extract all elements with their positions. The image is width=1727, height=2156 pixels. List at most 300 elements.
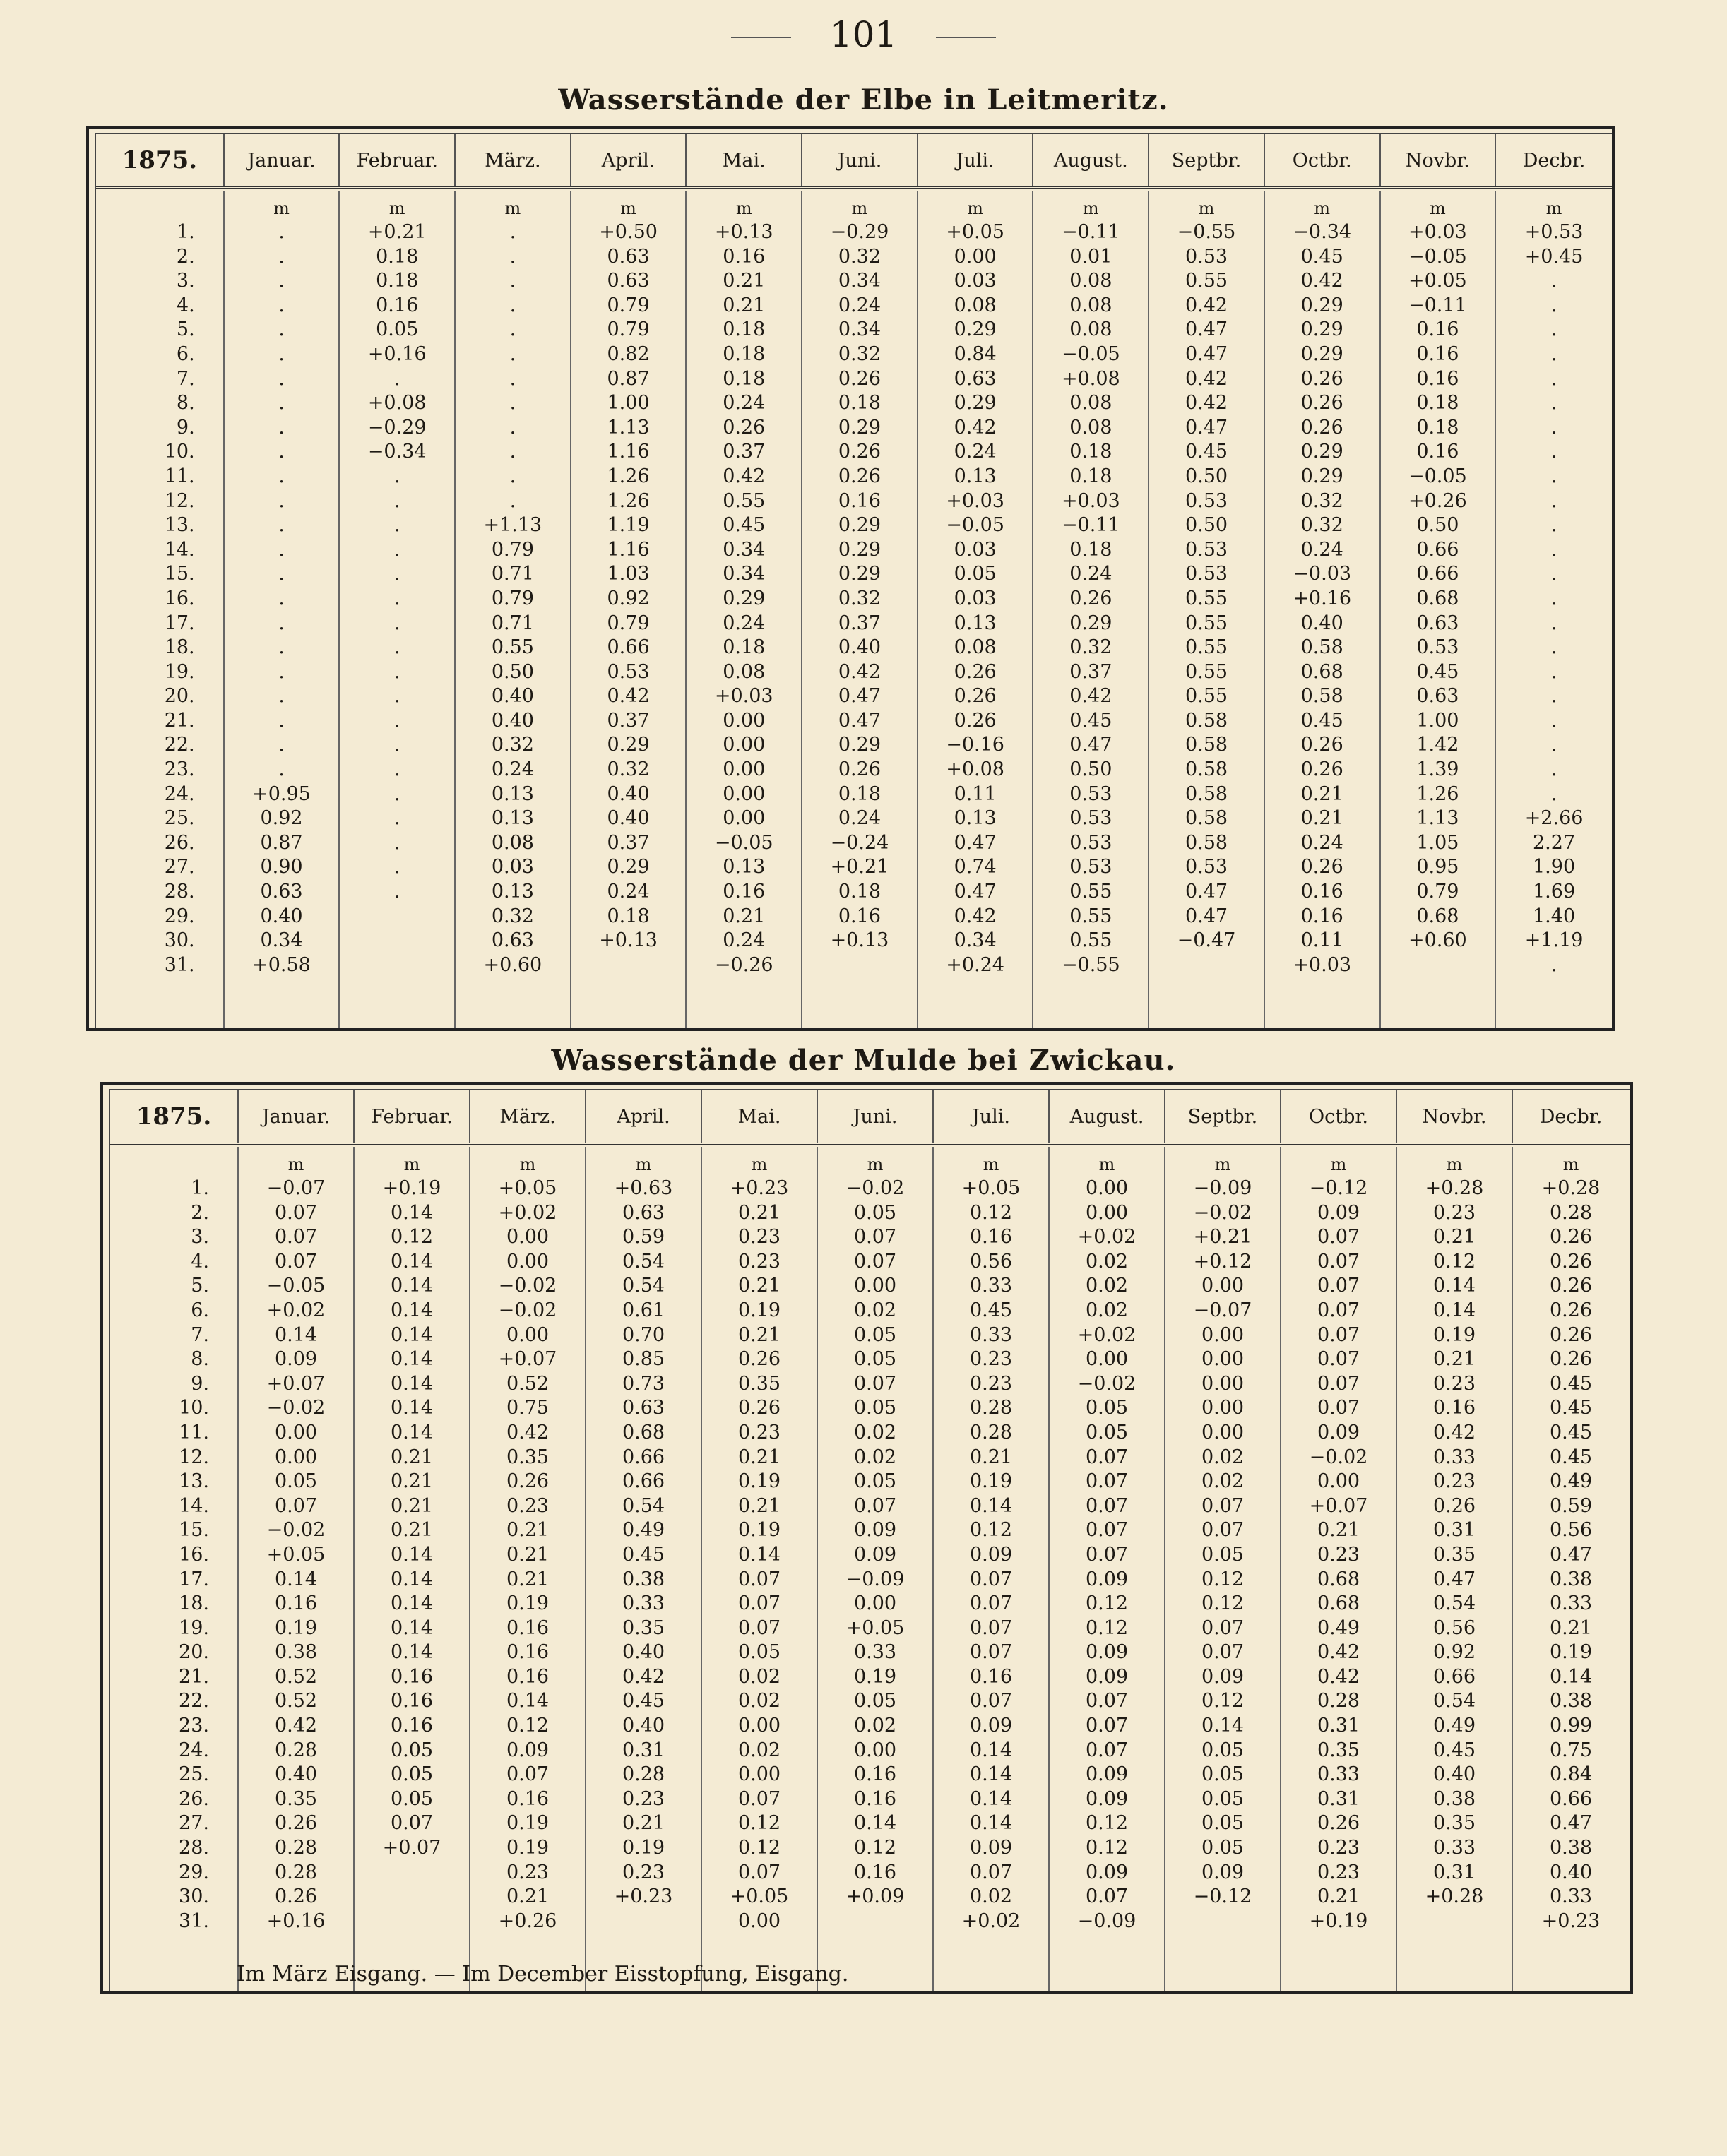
water-level-cell: . xyxy=(1550,270,1557,292)
water-level-cell: . xyxy=(1550,758,1557,781)
water-level-cell: 0.28 xyxy=(274,1739,318,1761)
water-level-cell: 0.40 xyxy=(838,636,881,659)
water-level-cell: . xyxy=(1550,343,1557,365)
water-level-cell: 0.05 xyxy=(853,1348,897,1371)
water-level-cell: 0.28 xyxy=(622,1763,665,1786)
water-level-cell: 0.32 xyxy=(491,734,534,756)
water-level-cell: 0.02 xyxy=(853,1715,897,1737)
water-level-cell: 0.49 xyxy=(1317,1616,1360,1639)
water-level-cell: 0.29 xyxy=(838,514,881,537)
water-level-cell: 0.18 xyxy=(1416,416,1459,439)
year-header: 1875. xyxy=(96,134,225,186)
water-level-cell: 0.47 xyxy=(1185,881,1228,903)
water-level-cell: 0.85 xyxy=(622,1348,665,1371)
water-level-cell: 0.07 xyxy=(1085,1715,1129,1737)
water-level-cell: 0.92 xyxy=(1432,1641,1476,1664)
water-level-cell: 0.33 xyxy=(969,1275,1013,1297)
water-level-cell xyxy=(355,1910,469,1934)
water-level-cell: 0.74 xyxy=(954,856,997,879)
water-level-cell: . xyxy=(1550,587,1557,609)
water-level-cell: 0.35 xyxy=(506,1446,550,1468)
water-level-cell: 0.32 xyxy=(838,343,881,365)
water-level-cell: 0.58 xyxy=(1300,636,1343,659)
water-level-cell: 0.19 xyxy=(506,1592,550,1615)
water-level-cell: 0.16 xyxy=(853,1861,897,1883)
table-header-row xyxy=(96,134,1612,189)
water-level-cell: 0.14 xyxy=(390,1275,434,1297)
month-column xyxy=(918,191,1034,1028)
water-level-cell: 0.12 xyxy=(1085,1616,1129,1639)
water-level-cell: 0.26 xyxy=(723,416,766,439)
water-level-cell: 0.24 xyxy=(723,929,766,952)
water-level-cell: 0.07 xyxy=(1085,1543,1129,1566)
water-level-cell: 2.27 xyxy=(1533,831,1576,854)
water-level-cell: +0.02 xyxy=(1077,1323,1137,1346)
water-level-cell: 0.34 xyxy=(723,563,766,585)
water-level-cell: 0.09 xyxy=(1317,1421,1360,1443)
water-level-cell: 0.14 xyxy=(274,1323,318,1346)
water-level-cell: 0.00 xyxy=(737,1910,781,1932)
water-level-cell: 0.23 xyxy=(1317,1543,1360,1566)
water-level-cell: 0.84 xyxy=(954,343,997,365)
water-level-cell: . xyxy=(278,660,285,683)
water-level-cell: 0.42 xyxy=(954,905,997,927)
water-level-cell: 0.79 xyxy=(607,294,650,316)
water-level-cell: 0.12 xyxy=(1201,1592,1245,1615)
water-level-cell: 1.00 xyxy=(1416,709,1459,732)
water-level-cell: 0.37 xyxy=(838,612,881,634)
unit-label: m xyxy=(519,1155,536,1174)
month-header: Januar. xyxy=(239,1090,355,1143)
month-header: Septbr. xyxy=(1149,134,1265,186)
water-level-cell: 0.45 xyxy=(1549,1421,1593,1443)
water-level-cell: 0.07 xyxy=(1317,1323,1360,1346)
water-level-cell: +0.07 xyxy=(498,1348,557,1371)
month-column xyxy=(340,191,456,1028)
month-header: März. xyxy=(470,1090,586,1143)
water-level-cell: −0.02 xyxy=(498,1299,557,1321)
water-level-cell: 0.58 xyxy=(1185,709,1228,732)
water-level-cell: 0.18 xyxy=(1069,465,1112,487)
water-level-cell: 0.09 xyxy=(1085,1763,1129,1786)
water-level-cell: 0.14 xyxy=(390,1592,434,1615)
water-level-cell: 0.66 xyxy=(1549,1787,1593,1810)
water-level-cell: 0.07 xyxy=(506,1763,550,1786)
day-label: 29. xyxy=(179,1861,209,1883)
water-level-cell: 0.40 xyxy=(274,1763,318,1786)
water-level-cell: 0.26 xyxy=(1549,1226,1593,1249)
water-level-cell: −0.34 xyxy=(1293,221,1352,243)
day-label: 15. xyxy=(179,1519,209,1542)
water-level-cell: 0.40 xyxy=(607,782,650,805)
water-level-cell: −0.02 xyxy=(845,1177,905,1199)
water-level-cell: 0.07 xyxy=(969,1592,1013,1615)
water-level-cell: . xyxy=(393,587,400,609)
water-level-cell: 0.55 xyxy=(1185,660,1228,683)
water-level-cell: . xyxy=(1550,416,1557,439)
water-level-cell: 1.39 xyxy=(1416,758,1459,781)
page-header xyxy=(0,10,1727,59)
water-level-cell: 0.53 xyxy=(1069,782,1112,805)
water-level-cell: 0.38 xyxy=(1549,1568,1593,1590)
month-header: August. xyxy=(1050,1090,1165,1143)
month-header: Octbr. xyxy=(1265,134,1381,186)
water-level-cell: 0.16 xyxy=(376,294,419,316)
water-level-cell: 0.14 xyxy=(390,1201,434,1224)
water-level-cell: 0.66 xyxy=(607,636,650,659)
water-level-cell xyxy=(340,905,454,929)
water-level-cell: 0.45 xyxy=(969,1299,1013,1321)
water-level-cell: −0.02 xyxy=(266,1397,326,1419)
water-level-cell: . xyxy=(278,685,285,708)
day-label: 12. xyxy=(179,1446,209,1468)
water-level-cell: 0.02 xyxy=(1201,1470,1245,1493)
water-level-cell: 0.16 xyxy=(390,1690,434,1713)
unit-label: m xyxy=(1446,1155,1463,1174)
water-level-cell: 0.45 xyxy=(1300,245,1343,268)
water-level-cell xyxy=(818,1910,932,1934)
water-level-cell: 0.26 xyxy=(1300,392,1343,415)
table-mulde xyxy=(100,1082,1633,1994)
water-level-cell: 0.08 xyxy=(1069,392,1112,415)
water-level-cell: 0.12 xyxy=(969,1519,1013,1542)
month-column xyxy=(225,191,340,1028)
water-level-cell: . xyxy=(1550,953,1557,976)
water-level-cell: 1.26 xyxy=(607,465,650,487)
water-level-cell: . xyxy=(509,392,516,415)
water-level-cell: 0.31 xyxy=(1432,1519,1476,1542)
water-level-cell: 0.29 xyxy=(723,587,766,609)
water-level-cell: +0.28 xyxy=(1425,1886,1484,1908)
water-level-cell: 0.58 xyxy=(1185,807,1228,830)
water-level-cell: 0.63 xyxy=(1416,685,1459,708)
water-level-cell: 0.40 xyxy=(491,685,534,708)
water-level-cell: . xyxy=(278,294,285,316)
water-level-cell: 0.02 xyxy=(1085,1250,1129,1273)
water-level-cell: 0.26 xyxy=(274,1886,318,1908)
month-header: Decbr. xyxy=(1522,149,1586,172)
water-level-cell: 0.68 xyxy=(1300,660,1343,683)
water-level-cell: 0.14 xyxy=(390,1568,434,1590)
water-level-cell: 0.26 xyxy=(1549,1250,1593,1273)
table-header-row xyxy=(110,1090,1630,1145)
water-level-cell: 0.13 xyxy=(954,807,997,830)
water-level-cell: 0.21 xyxy=(737,1201,781,1224)
water-level-cell: 0.35 xyxy=(274,1787,318,1810)
water-level-cell: 0.42 xyxy=(723,465,766,487)
month-header: Juli. xyxy=(918,134,1034,186)
water-level-cell: . xyxy=(278,758,285,781)
water-level-cell: 0.23 xyxy=(737,1226,781,1249)
water-level-cell: . xyxy=(278,343,285,365)
water-level-cell: 0.42 xyxy=(838,660,881,683)
water-level-cell: . xyxy=(1550,367,1557,390)
water-level-cell: 0.07 xyxy=(1317,1299,1360,1321)
water-level-cell: 0.99 xyxy=(1549,1715,1593,1737)
water-level-cell: 0.26 xyxy=(506,1470,550,1493)
water-level-cell: 0.50 xyxy=(1416,514,1459,537)
water-level-cell: +2.66 xyxy=(1524,807,1584,830)
water-level-cell: 0.21 xyxy=(1432,1226,1476,1249)
water-level-cell: 0.52 xyxy=(274,1665,318,1688)
water-level-cell: 0.13 xyxy=(954,612,997,634)
water-level-cell: 0.26 xyxy=(1300,856,1343,879)
water-level-cell: 0.35 xyxy=(1432,1543,1476,1566)
water-level-cell: 0.47 xyxy=(838,709,881,732)
water-level-cell: 0.00 xyxy=(1201,1372,1245,1395)
unit-spacer xyxy=(110,1147,237,1177)
water-level-cell: 0.00 xyxy=(1201,1348,1245,1371)
water-level-cell: 0.07 xyxy=(969,1690,1013,1713)
water-level-cell: 0.03 xyxy=(954,538,997,561)
water-level-cell: −0.55 xyxy=(1061,953,1120,976)
water-level-cell: 0.12 xyxy=(1201,1568,1245,1590)
water-level-cell: 0.07 xyxy=(1085,1519,1129,1542)
water-level-cell: 0.07 xyxy=(737,1861,781,1883)
day-label: 28. xyxy=(164,881,195,903)
water-level-cell: 0.14 xyxy=(853,1812,897,1835)
water-level-cell: . xyxy=(1550,318,1557,341)
water-level-cell: +0.13 xyxy=(830,929,889,952)
water-level-cell: 0.38 xyxy=(1432,1787,1476,1810)
water-level-cell: . xyxy=(1550,538,1557,561)
water-level-cell: . xyxy=(393,514,400,537)
water-level-cell: 0.55 xyxy=(1185,612,1228,634)
water-level-cell: 0.14 xyxy=(1432,1275,1476,1297)
water-level-cell: +0.28 xyxy=(1541,1177,1601,1199)
water-level-cell: . xyxy=(278,270,285,292)
day-label: 23. xyxy=(164,758,195,781)
unit-label: m xyxy=(1082,198,1099,218)
water-level-cell: . xyxy=(278,563,285,585)
table-title-mulde: Wasserstände der Mulde bei Zwickau. xyxy=(551,1044,1176,1077)
water-level-cell: +0.03 xyxy=(1408,221,1467,243)
water-level-cell: 0.16 xyxy=(838,489,881,512)
water-level-cell: +0.07 xyxy=(266,1372,326,1395)
water-level-cell: . xyxy=(509,343,516,365)
water-level-cell: . xyxy=(278,709,285,732)
water-level-cell: 0.07 xyxy=(737,1616,781,1639)
water-level-cell: −0.02 xyxy=(1077,1372,1137,1395)
water-level-cell: 0.32 xyxy=(838,245,881,268)
month-header: Novbr. xyxy=(1397,1090,1513,1143)
day-label: 4. xyxy=(191,1250,209,1273)
water-level-cell: 0.07 xyxy=(1201,1519,1245,1542)
month-column xyxy=(818,1147,934,1991)
water-level-cell: 0.32 xyxy=(1300,514,1343,537)
water-level-cell: 0.07 xyxy=(1317,1226,1360,1249)
water-level-cell: +0.50 xyxy=(599,221,658,243)
water-level-cell: 0.32 xyxy=(607,758,650,781)
day-label: 12. xyxy=(164,489,195,512)
water-level-cell: 0.55 xyxy=(1069,881,1112,903)
water-level-cell: −0.12 xyxy=(1309,1177,1368,1199)
water-level-cell: 0.26 xyxy=(1317,1812,1360,1835)
water-level-cell: 0.07 xyxy=(274,1494,318,1517)
water-level-cell: 0.16 xyxy=(506,1616,550,1639)
water-level-cell: 0.24 xyxy=(838,294,881,316)
water-level-cell: −0.05 xyxy=(266,1275,326,1297)
water-level-cell: 0.26 xyxy=(1549,1275,1593,1297)
unit-label: m xyxy=(1330,1155,1347,1174)
water-level-cell: 0.37 xyxy=(607,709,650,732)
water-level-cell: 0.14 xyxy=(390,1372,434,1395)
water-level-cell: 0.28 xyxy=(274,1861,318,1883)
water-level-cell: 0.52 xyxy=(274,1690,318,1713)
water-level-cell: +0.26 xyxy=(498,1910,557,1932)
water-level-cell: . xyxy=(278,392,285,415)
water-level-cell: 0.00 xyxy=(723,734,766,756)
month-column xyxy=(687,191,802,1028)
water-level-cell: . xyxy=(1550,709,1557,732)
water-level-cell xyxy=(1381,953,1495,978)
water-level-cell: 0.24 xyxy=(1300,538,1343,561)
water-level-cell: 0.16 xyxy=(969,1226,1013,1249)
water-level-cell: 0.08 xyxy=(1069,318,1112,341)
water-level-cell: 0.23 xyxy=(969,1372,1013,1395)
water-level-cell: 0.53 xyxy=(1069,831,1112,854)
water-level-cell: +0.08 xyxy=(1061,367,1120,390)
table-title-elbe: Wasserstände der Elbe in Leitmeritz. xyxy=(558,83,1169,117)
month-column xyxy=(1281,1147,1397,1991)
month-header: März. xyxy=(456,134,571,186)
water-level-cell: 0.55 xyxy=(1185,270,1228,292)
water-level-cell: 0.31 xyxy=(1317,1787,1360,1810)
water-level-cell: . xyxy=(278,245,285,268)
water-level-cell: 0.09 xyxy=(506,1739,550,1761)
water-level-cell: +0.26 xyxy=(1408,489,1467,512)
water-level-cell: 0.09 xyxy=(274,1348,318,1371)
water-level-cell: 0.95 xyxy=(1416,856,1459,879)
water-level-cell: 0.21 xyxy=(969,1446,1013,1468)
water-level-cell: 0.19 xyxy=(969,1470,1013,1493)
water-level-cell: 0.21 xyxy=(1317,1519,1360,1542)
water-level-cell: +0.07 xyxy=(1309,1494,1368,1517)
water-level-cell: 0.29 xyxy=(607,734,650,756)
water-level-cell: 0.05 xyxy=(390,1787,434,1810)
water-level-cell: . xyxy=(393,709,400,732)
water-level-cell: 0.13 xyxy=(491,782,534,805)
water-level-cell: 0.49 xyxy=(1549,1470,1593,1493)
day-label: 22. xyxy=(164,734,195,756)
water-level-cell: 0.21 xyxy=(737,1446,781,1468)
water-level-cell: 0.23 xyxy=(1432,1470,1476,1493)
water-level-cell: 0.50 xyxy=(1185,514,1228,537)
water-level-cell: 0.18 xyxy=(376,270,419,292)
water-level-cell: 0.14 xyxy=(390,1641,434,1664)
water-level-cell: 0.26 xyxy=(838,758,881,781)
water-level-cell: 0.24 xyxy=(607,881,650,903)
water-level-cell: 0.53 xyxy=(1416,636,1459,659)
day-label: 21. xyxy=(164,709,195,732)
water-level-cell: 0.13 xyxy=(491,807,534,830)
water-level-cell: 0.58 xyxy=(1185,831,1228,854)
water-level-cell: 0.16 xyxy=(723,881,766,903)
day-label: 2. xyxy=(176,245,195,268)
month-column xyxy=(1033,191,1149,1028)
water-level-cell: 0.66 xyxy=(1416,538,1459,561)
water-level-cell: 0.23 xyxy=(737,1421,781,1443)
water-level-cell: . xyxy=(509,245,516,268)
water-level-cell: +0.19 xyxy=(382,1177,441,1199)
water-level-cell: 0.02 xyxy=(853,1446,897,1468)
water-level-cell: 0.16 xyxy=(1300,881,1343,903)
water-level-cell: −0.09 xyxy=(845,1568,905,1590)
water-level-cell: 0.45 xyxy=(1549,1372,1593,1395)
water-level-cell: +0.05 xyxy=(730,1886,789,1908)
water-level-cell: 0.31 xyxy=(1432,1861,1476,1883)
water-level-cell: 1.16 xyxy=(607,441,650,463)
water-level-cell: 0.18 xyxy=(838,881,881,903)
water-level-cell: 0.47 xyxy=(1549,1543,1593,1566)
water-level-cell: 0.21 xyxy=(390,1519,434,1542)
water-level-cell: −0.07 xyxy=(266,1177,326,1199)
water-level-cell: 0.14 xyxy=(1201,1715,1245,1737)
water-level-cell: +0.21 xyxy=(367,221,427,243)
water-level-cell: 0.42 xyxy=(1317,1641,1360,1664)
day-label: 25. xyxy=(179,1763,209,1786)
water-level-cell: 0.40 xyxy=(622,1715,665,1737)
day-label: 9. xyxy=(191,1372,209,1395)
water-level-cell: 0.00 xyxy=(1201,1397,1245,1419)
water-level-cell: 0.21 xyxy=(390,1446,434,1468)
water-level-cell: 0.24 xyxy=(838,807,881,830)
water-level-cell: 0.79 xyxy=(607,318,650,341)
water-level-cell: 0.09 xyxy=(1085,1861,1129,1883)
unit-label: m xyxy=(1562,1155,1579,1174)
header-rule-right xyxy=(936,37,996,38)
day-column xyxy=(110,1147,239,1991)
water-level-cell: 0.16 xyxy=(1416,318,1459,341)
water-level-cell: 0.19 xyxy=(1549,1641,1593,1664)
water-level-cell: 0.24 xyxy=(1069,563,1112,585)
water-level-cell: 0.23 xyxy=(1432,1201,1476,1224)
water-level-cell: 0.29 xyxy=(1300,343,1343,365)
water-level-cell: 0.02 xyxy=(737,1690,781,1713)
water-level-cell: 0.66 xyxy=(622,1470,665,1493)
water-level-cell: 0.45 xyxy=(1549,1397,1593,1419)
water-level-cell: . xyxy=(393,489,400,512)
water-level-cell: 0.63 xyxy=(622,1397,665,1419)
water-level-cell: 0.12 xyxy=(1085,1837,1129,1859)
water-level-cell xyxy=(355,1885,469,1910)
water-level-cell: 0.92 xyxy=(260,807,303,830)
water-level-cell: 0.26 xyxy=(1300,367,1343,390)
water-level-cell: 0.63 xyxy=(607,270,650,292)
water-level-cell: 0.38 xyxy=(622,1568,665,1590)
water-level-cell: 0.50 xyxy=(1069,758,1112,781)
water-level-cell: −0.05 xyxy=(1408,465,1467,487)
water-level-cell xyxy=(340,953,454,978)
day-label: 18. xyxy=(164,636,195,659)
water-level-cell: +0.60 xyxy=(483,953,542,976)
water-level-cell: 0.09 xyxy=(1085,1641,1129,1664)
water-level-cell: 0.56 xyxy=(1432,1616,1476,1639)
water-level-cell: 0.55 xyxy=(491,636,534,659)
water-level-cell: 0.47 xyxy=(1549,1812,1593,1835)
water-level-cell: 0.00 xyxy=(723,709,766,732)
water-level-cell xyxy=(1149,953,1264,978)
water-level-cell: 0.05 xyxy=(737,1641,781,1664)
month-column xyxy=(1050,1147,1165,1991)
water-level-cell: 0.07 xyxy=(1317,1397,1360,1419)
day-label: 4. xyxy=(176,294,195,316)
water-level-cell: +0.95 xyxy=(252,782,311,805)
water-level-cell: 0.00 xyxy=(1201,1323,1245,1346)
water-level-cell: . xyxy=(278,538,285,561)
water-level-cell: 0.12 xyxy=(390,1226,434,1249)
water-level-cell: 0.16 xyxy=(274,1592,318,1615)
